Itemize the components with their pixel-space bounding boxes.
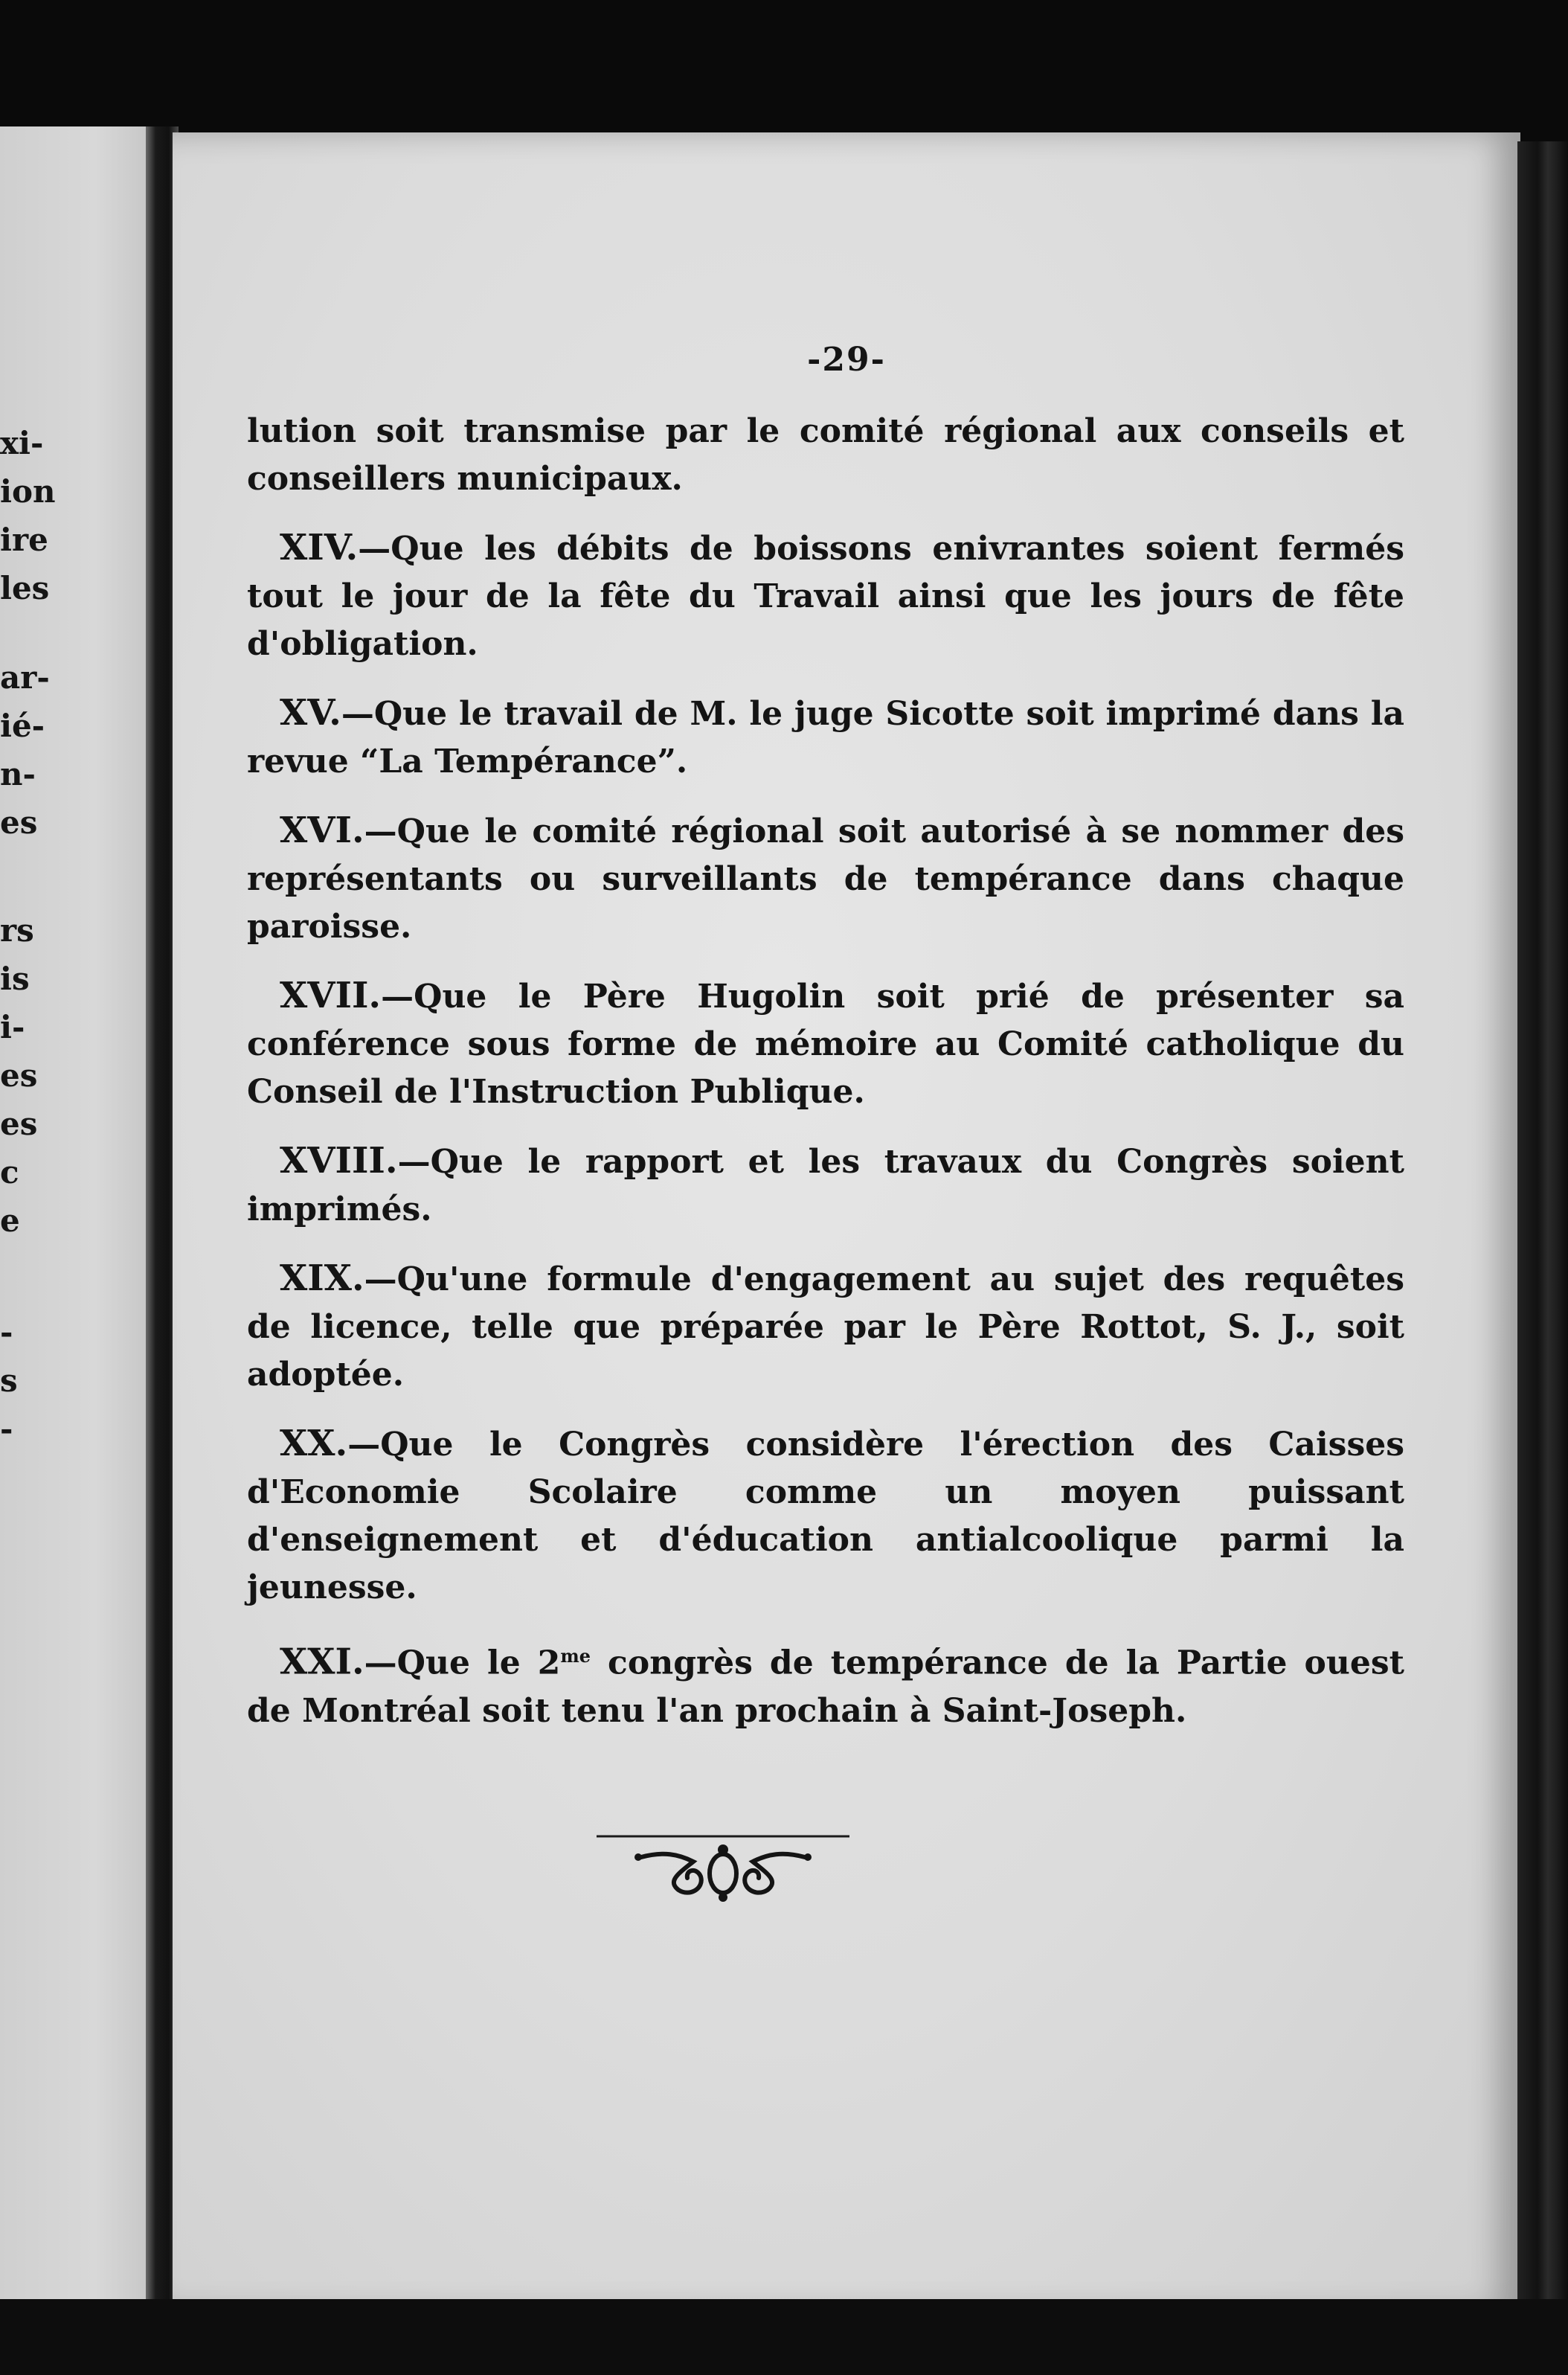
left-page-fragment: ar- [0, 659, 50, 696]
resolution-paragraph [247, 1632, 1404, 1735]
resolution-number: XXI. [280, 1641, 364, 1683]
resolution-text: —Qu'une formule d'engagement au sujet des requêtes de licence, telle que préparée par le Père Rottot, S. J., soit adoptée. [247, 1260, 1404, 1394]
page-number: -29- [807, 341, 886, 379]
resolution-text: —Que le comité régional soit autorisé à se nommer des représentants ou surveillants de tempérance dans chaque paroisse. [247, 812, 1404, 946]
resolutions-text [247, 408, 1404, 1756]
left-page-fragment: is [0, 961, 30, 997]
previous-page-edge [0, 126, 159, 2299]
continuation-paragraph: lution soit transmise par le comité régional aux conseils et conseillers municipaux. [247, 412, 1404, 498]
resolution-text: —Que le travail de M. le juge Sicotte soit imprimé dans la revue “La Tempérance”. [247, 695, 1404, 781]
resolution-paragraph [247, 524, 1404, 668]
resolution-paragraph [247, 807, 1404, 951]
left-page-fragment: c [0, 1154, 19, 1190]
right-page-edge [1517, 141, 1568, 2344]
left-page-fragment: les [0, 570, 50, 606]
resolution-number: XVIII. [280, 1140, 398, 1182]
resolution-text: —Que le Père Hugolin soit prié de présenter sa conférence sous forme de mémoire au Comité catholique du Conseil de l'Instruction Publique. [247, 978, 1404, 1111]
resolution-paragraph [247, 1137, 1404, 1234]
resolution-paragraph [247, 972, 1404, 1116]
left-page-fragment: i- [0, 1009, 25, 1045]
left-page-fragment: - [0, 1314, 13, 1350]
resolution-number: XVI. [280, 810, 364, 851]
resolution-paragraph [247, 1254, 1404, 1399]
left-page-fragment: ire [0, 522, 48, 558]
left-page-fragment: es [0, 1106, 38, 1142]
scroll-ornament-icon [597, 1829, 849, 1903]
left-page-fragment: s [0, 1362, 18, 1399]
superscript-ordinal: me [560, 1645, 591, 1667]
left-page-fragment: ié- [0, 708, 45, 744]
scan-bottom-border [0, 2299, 1568, 2375]
left-page-fragment: es [0, 804, 38, 841]
resolution-text: congrès de tempérance de la Partie ouest de Montréal soit tenu l'an prochain à Saint-Joseph. [247, 1644, 1404, 1730]
resolution-text: —Que le 2 [364, 1644, 561, 1682]
left-page-fragment: e [0, 1202, 20, 1239]
resolution-text: —Que le Congrès considère l'érection des Caisses d'Economie Scolaire comme un moyen puissant d'enseignement et d'éducation antialcoolique parmi la jeunesse. [247, 1426, 1404, 1606]
resolution-number: XX. [280, 1423, 348, 1464]
resolution-number: XIV. [280, 527, 359, 568]
left-page-fragment: n- [0, 756, 36, 792]
resolution-text: —Que les débits de boissons enivrantes soient fermés tout le jour de la fête du Travail ainsi que les jours de fête d'obligation. [247, 530, 1404, 663]
resolution-paragraph [247, 1420, 1404, 1612]
left-page-fragment: ion [0, 473, 56, 510]
resolution-number: XV. [280, 692, 341, 734]
resolution-paragraph [247, 689, 1404, 786]
left-page-fragment: xi- [0, 425, 44, 461]
left-page-fragment: es [0, 1057, 38, 1094]
left-page-fragment: rs [0, 912, 34, 949]
book-page [173, 132, 1520, 2312]
resolution-number: XIX. [280, 1257, 364, 1299]
resolution-text: —Que le rapport et les travaux du Congrès soient imprimés. [247, 1143, 1404, 1228]
left-page-fragment: - [0, 1411, 13, 1447]
resolution-number: XVII. [280, 975, 382, 1016]
